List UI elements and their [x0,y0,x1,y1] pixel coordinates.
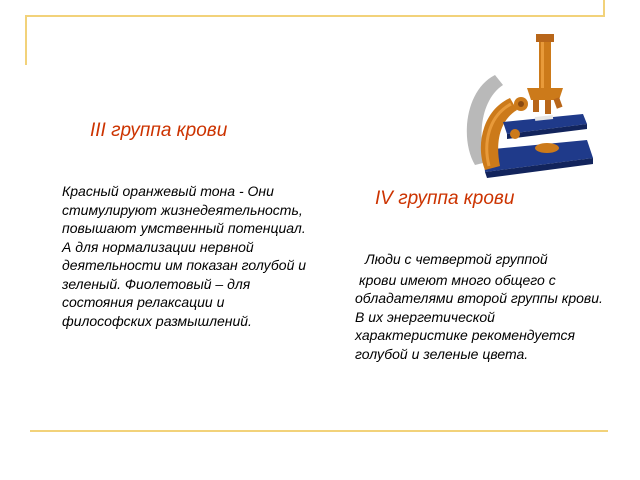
group4-text-body [355,271,610,364]
frame-line-top [25,15,605,17]
frame-line-bottom [30,430,608,432]
group3-title: III группа крови [90,120,228,141]
microscope-icon [455,30,600,190]
group4-text [355,250,610,363]
frame-line-right [603,0,605,17]
group4-text-line1: Люди с четвертой группой [365,251,548,267]
group4-title: IV группа крови [375,188,515,209]
frame-line-left [25,15,27,65]
group3-text: Красный оранжевый тона - Они стимулируют жизнедеятельность, повышают умственный потенциал. А для нормализации нервной деятельности им показан голубой и зеленый. Фиолетовый – для состояния релаксации и философских размышлений. [62,183,307,329]
group4-text-line2: крови имеют много общего с обладателями второй группы крови. В их энергетической характеристике рекомендуется голубой и зеленые цвета. [355,271,603,362]
